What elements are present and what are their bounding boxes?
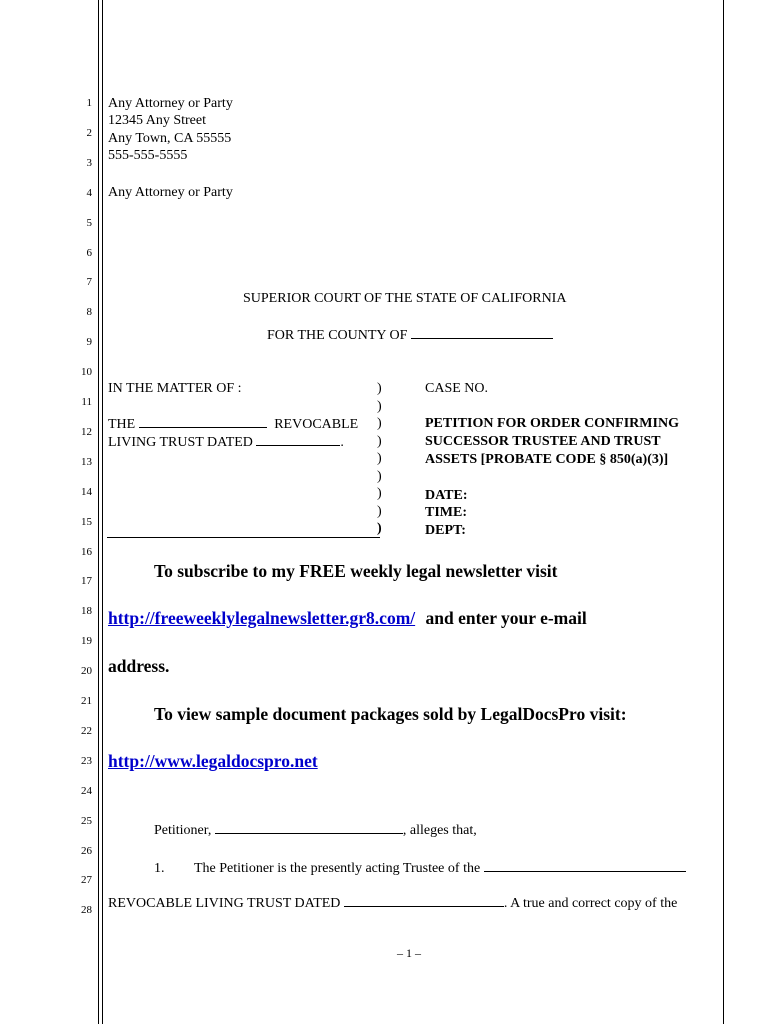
county-label: FOR THE COUNTY OF <box>267 328 408 343</box>
line-number: 4 <box>86 186 92 199</box>
dept-label: DEPT: <box>425 523 466 538</box>
line-number: 21 <box>81 695 92 707</box>
page-number: – 1 – <box>397 946 421 960</box>
attorney-for: Any Attorney or Party <box>108 185 233 200</box>
line-number: 22 <box>81 724 92 737</box>
line-number: 10 <box>81 366 92 379</box>
trust-line-2: LIVING TRUST DATED . <box>108 435 344 450</box>
matter-label: IN THE MATTER OF : <box>108 381 242 396</box>
caption-parentheses: ) ) ) ) ) ) ) ) ) <box>377 381 382 536</box>
legaldocspro-link-line <box>108 751 318 771</box>
trust-date-blank <box>256 433 340 446</box>
attorney-phone: 555-555-5555 <box>108 148 188 163</box>
line-number: 27 <box>81 874 92 887</box>
line-number: 28 <box>81 904 92 917</box>
line-number: 3 <box>86 156 92 169</box>
petition-title-2: SUCCESSOR TRUSTEE AND TRUST <box>425 434 661 449</box>
date-label: DATE: <box>425 488 468 503</box>
legaldocspro-link[interactable]: http://www.legaldocspro.net <box>108 751 318 771</box>
trust-line-1 <box>108 415 358 433</box>
line-number: 23 <box>81 754 92 767</box>
trust-dated-label: LIVING TRUST DATED <box>108 435 253 450</box>
petition-title-1: PETITION FOR ORDER CONFIRMING <box>425 416 679 431</box>
paragraph-1-cont <box>108 894 677 912</box>
paragraph-1-blank <box>484 859 686 872</box>
attorney-city: Any Town, CA 55555 <box>108 131 232 146</box>
line-number: 11 <box>81 396 92 408</box>
petitioner-label: Petitioner, <box>154 823 212 838</box>
line-number: 13 <box>81 455 92 468</box>
paragraph-1-cont-tail: . A true and correct copy of the <box>503 896 678 911</box>
attorney-street: 12345 Any Street <box>108 113 206 128</box>
petitioner-blank <box>215 821 403 834</box>
time-label: TIME: <box>425 505 467 520</box>
newsletter-link-line <box>108 608 587 628</box>
line-number: 8 <box>86 306 92 319</box>
line-number: 20 <box>81 665 92 678</box>
attorney-name: Any Attorney or Party <box>108 96 233 111</box>
left-margin-line-outer <box>98 0 99 1024</box>
caption-rule <box>107 537 380 538</box>
case-no-label: CASE NO. <box>425 381 489 396</box>
line-number: 17 <box>81 575 92 588</box>
line-number: 2 <box>86 126 92 139</box>
line-number: 7 <box>86 276 92 289</box>
paragraph-1-text: The Petitioner is the presently acting Trustee of the <box>194 861 481 876</box>
left-margin-line-inner <box>102 0 103 1024</box>
alleges-text: , alleges that, <box>402 823 477 838</box>
newsletter-suffix: and enter your e-mail <box>425 608 587 628</box>
petitioner-line <box>154 821 477 839</box>
newsletter-address: address. <box>108 656 170 676</box>
trust-revocable: REVOCABLE <box>274 417 359 432</box>
trust-name-blank <box>139 415 267 428</box>
paragraph-1-number: 1. <box>154 861 165 876</box>
samples-text: To view sample document packages sold by LegalDocsPro visit: <box>154 704 627 724</box>
paragraph-1-cont-blank <box>344 894 504 907</box>
paragraph-1-cont-label: REVOCABLE LIVING TRUST DATED <box>108 896 341 911</box>
line-number: 15 <box>81 515 92 528</box>
trust-the: THE <box>108 417 136 432</box>
line-number: 1 <box>86 97 92 109</box>
newsletter-link[interactable]: http://freeweeklylegalnewsletter.gr8.com/ <box>108 608 416 628</box>
line-number: 6 <box>86 246 92 259</box>
petition-title-3: ASSETS [PROBATE CODE § 850(a)(3)] <box>425 452 669 467</box>
right-margin-line <box>723 0 724 1024</box>
paragraph-1 <box>154 859 686 877</box>
line-number: 5 <box>86 216 92 229</box>
line-number: 9 <box>86 336 92 349</box>
county-line <box>267 326 553 344</box>
newsletter-text: To subscribe to my FREE weekly legal newsletter visit <box>154 561 558 581</box>
line-number: 12 <box>81 425 92 438</box>
line-number: 26 <box>81 844 92 857</box>
line-number: 25 <box>81 814 92 827</box>
line-number: 16 <box>81 545 92 558</box>
county-blank <box>411 326 553 339</box>
court-name: SUPERIOR COURT OF THE STATE OF CALIFORNIA <box>243 291 567 306</box>
line-number: 18 <box>81 605 92 618</box>
line-number: 24 <box>81 784 92 797</box>
line-number: 14 <box>81 485 92 498</box>
line-number: 19 <box>81 635 92 648</box>
